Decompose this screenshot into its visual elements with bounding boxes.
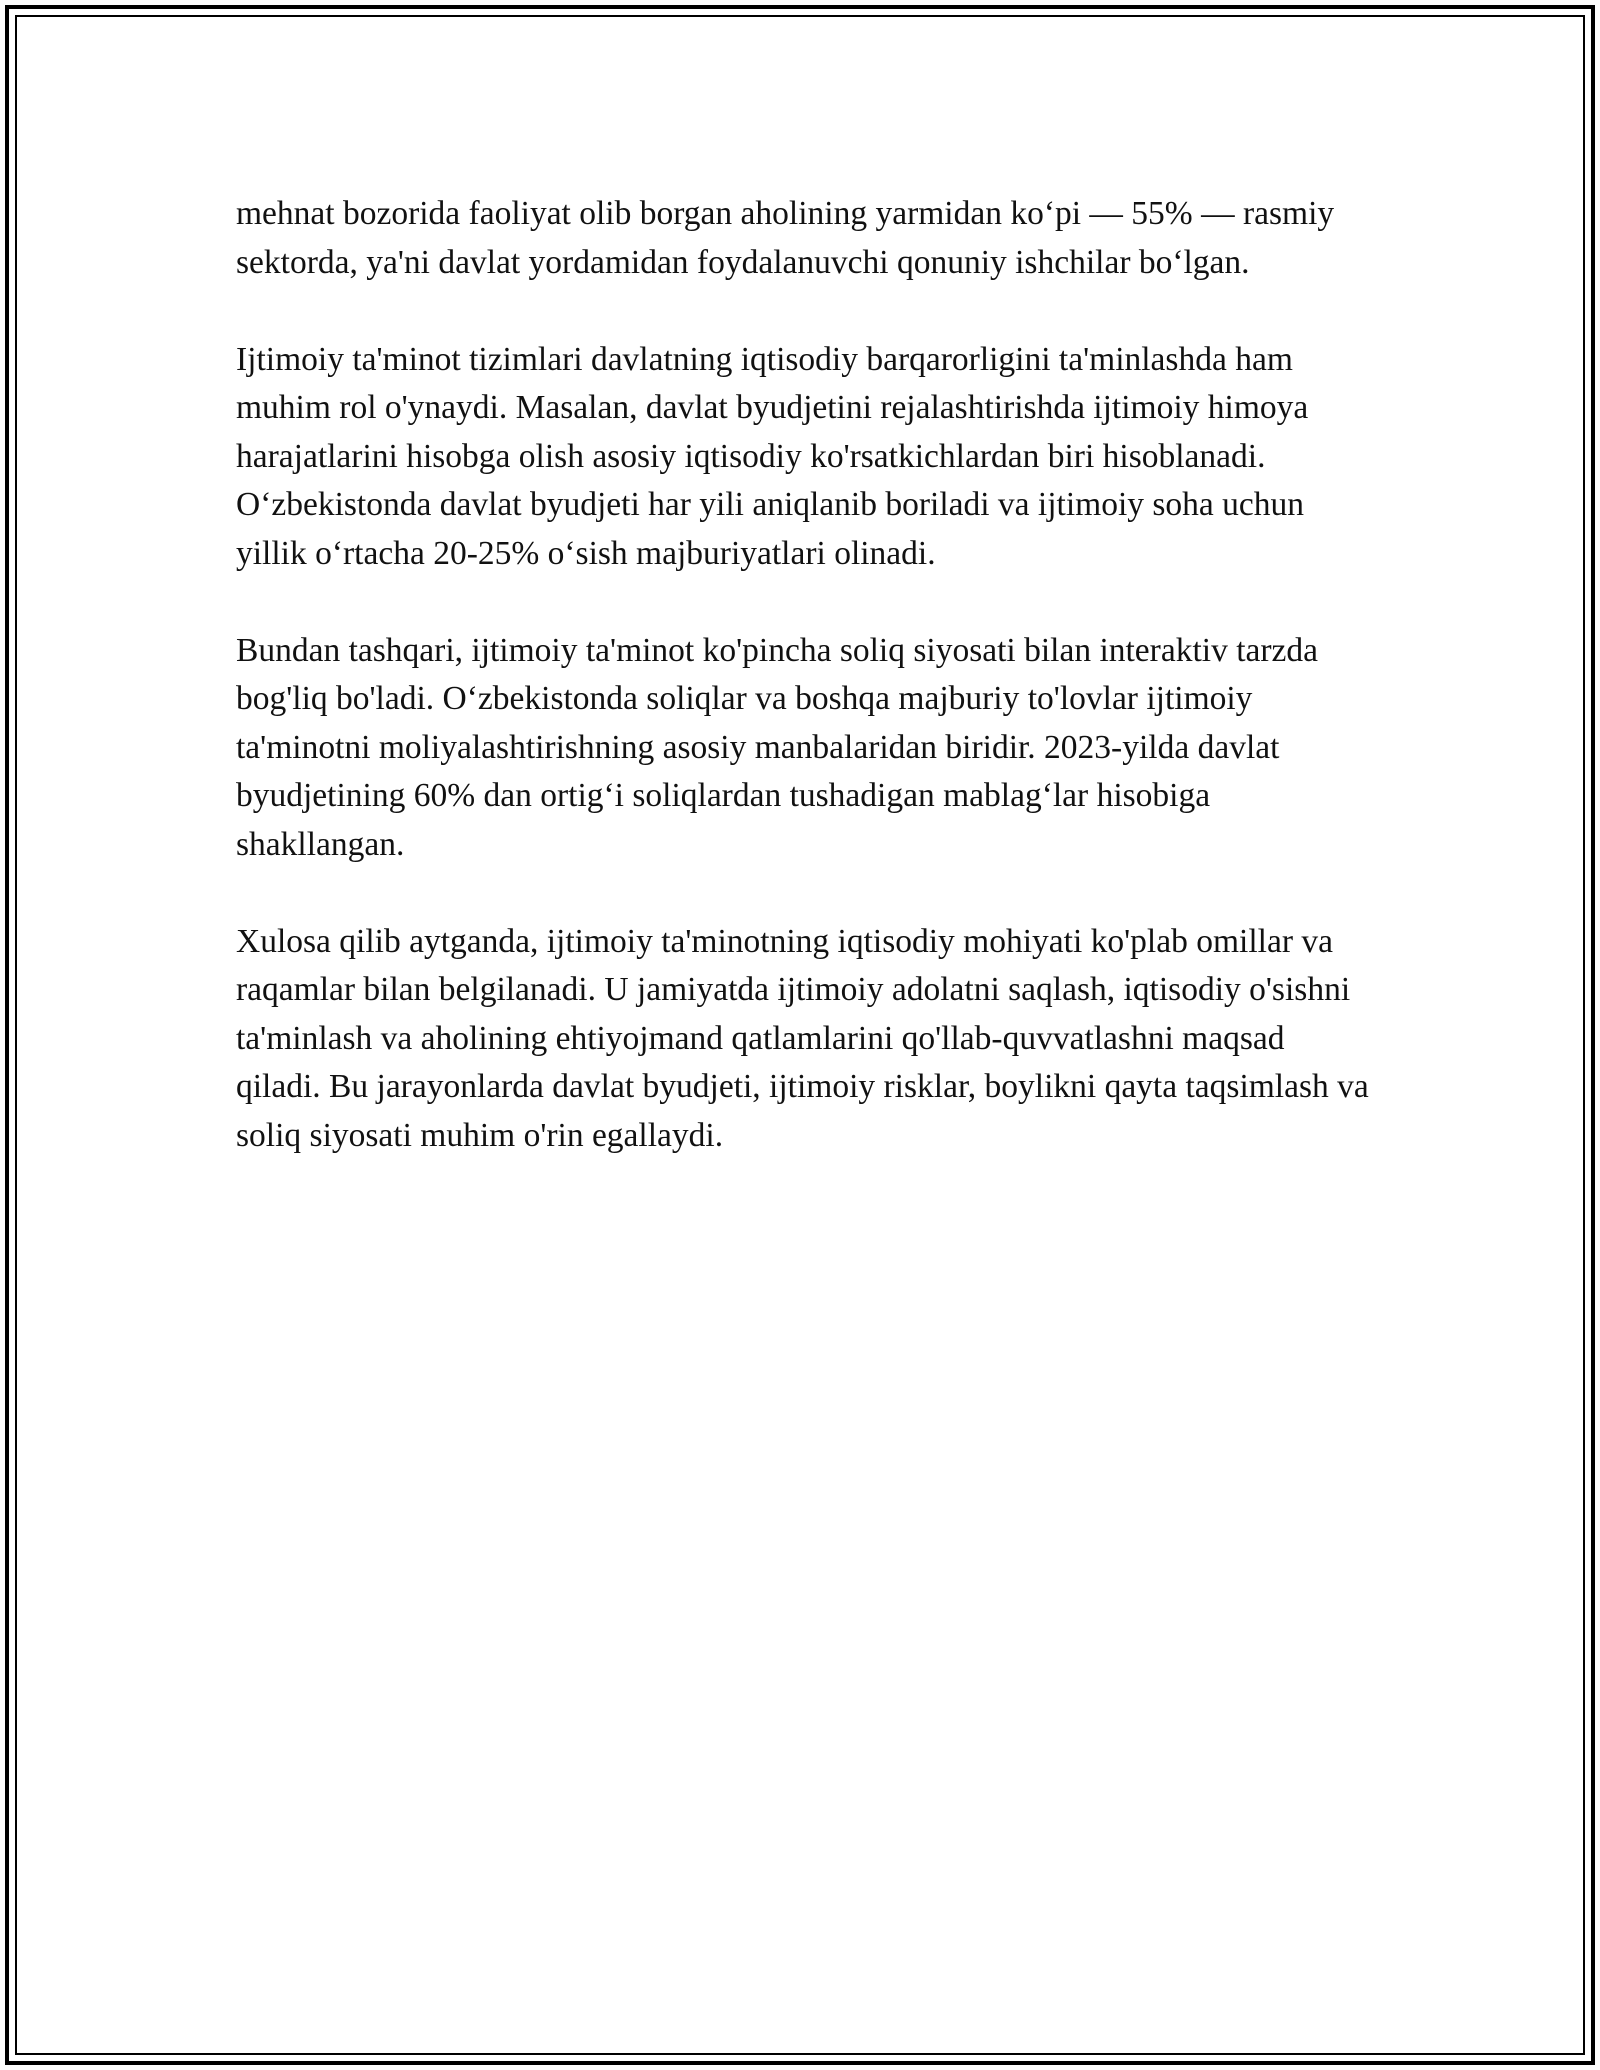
- paragraph-labor-market: mehnat bozorida faoliyat olib borgan aholining yarmidan koʻpi — 55% — rasmiy sektorda, ya'ni davlat yordamidan foydalanuvchi qonuniy ishchilar boʻlgan.: [236, 195, 1335, 281]
- paragraph-conclusion: Xulosa qilib aytganda, ijtimoiy ta'minotning iqtisodiy mohiyati ko'plab omillar va raqamlar bilan belgilanadi. U jamiyatda ijtimoiy adolatni saqlash, iqtisodiy o'sishni ta'minlash va aholining ehtiyojmand qatlamlarini qo'llab-quvvatlashni maqsad qiladi. Bu jarayonlarda davlat byudjeti, ijtimoiy risklar, boylikni qayta taqsimlash va soliq siyosati muhim o'rin egallaydi.: [236, 922, 1369, 1154]
- paragraph-tax-policy: Bundan tashqari, ijtimoiy ta'minot ko'pincha soliq siyosati bilan interaktiv tarzda bog'liq bo'ladi. Oʻzbekistonda soliqlar va boshqa majburiy to'lovlar ijtimoiy ta'minotni moliyalashtirishning asosiy manbalaridan biridir. 2023-yilda davlat byudjetining 60% dan ortigʻi soliqlardan tushadigan mablagʻlar hisobiga shakllangan.: [236, 631, 1319, 863]
- document-body: [236, 190, 1376, 1209]
- paragraph-economic-stability: Ijtimoiy ta'minot tizimlari davlatning iqtisodiy barqarorligini ta'minlashda ham muhim rol o'ynaydi. Masalan, davlat byudjetini rejalashtirishda ijtimoiy himoya harajatlarini hisobga olish asosiy iqtisodiy ko'rsatkichlardan biri hisoblanadi. Oʻzbekistonda davlat byudjeti har yili aniqlanib boriladi va ijtimoiy soha uchun yillik oʻrtacha 20-25% oʻsish majburiyatlari olinadi.: [236, 340, 1309, 572]
